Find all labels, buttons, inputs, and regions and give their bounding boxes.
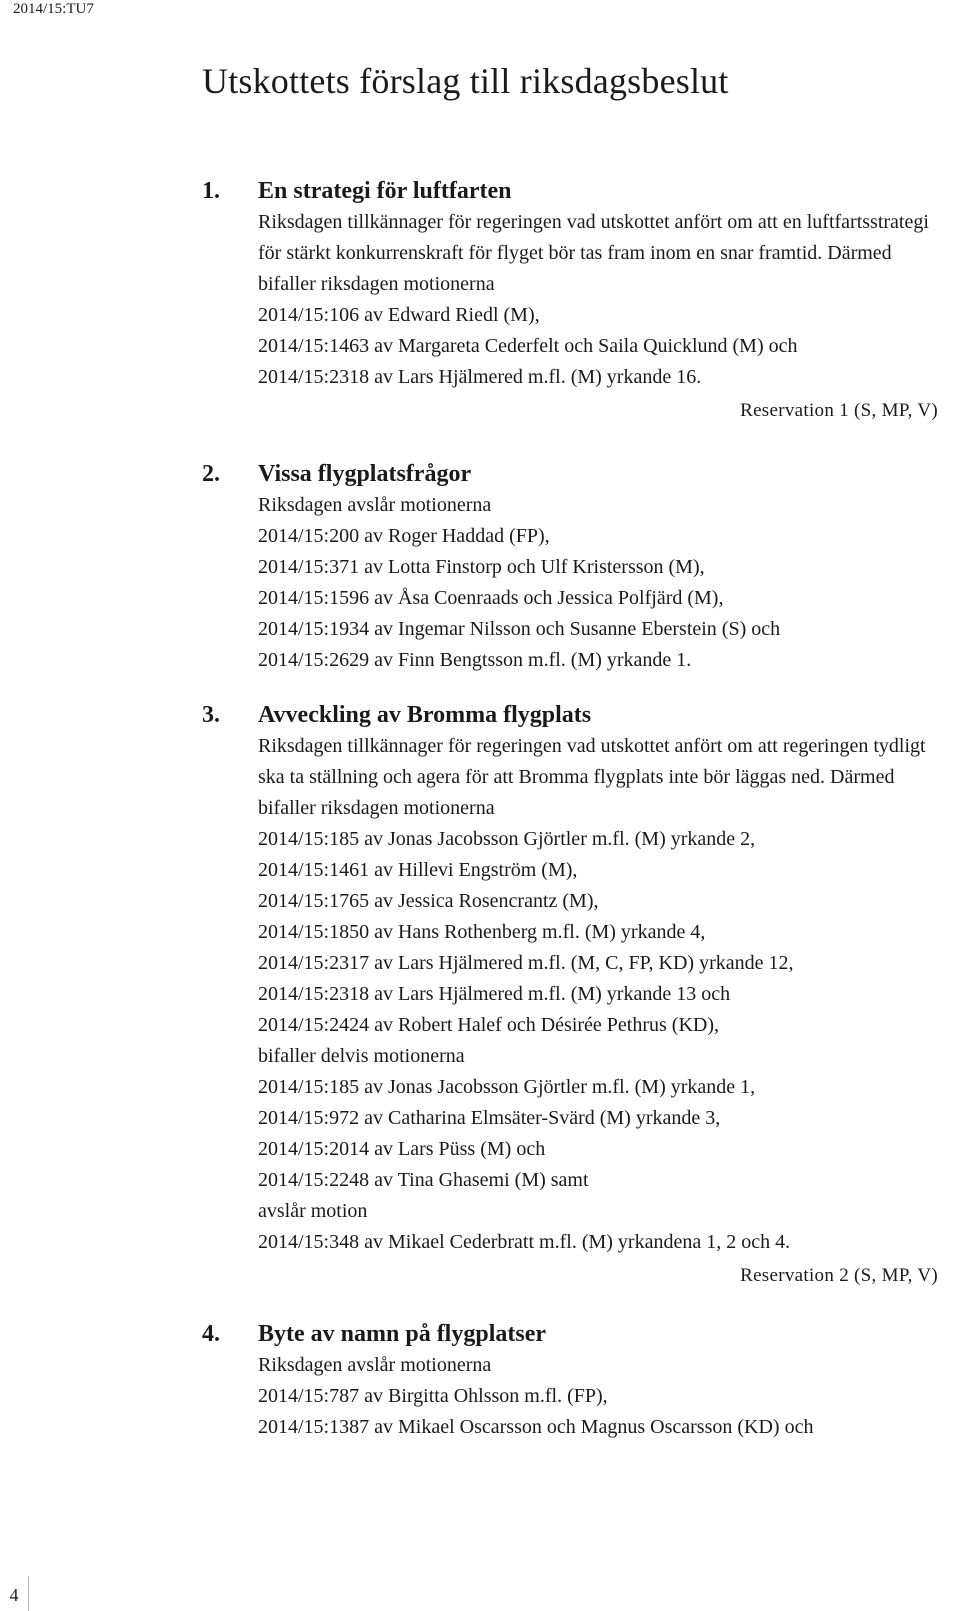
motion-line: 2014/15:185 av Jonas Jacobsson Gjörtler m.fl. (M) yrkande 2, — [258, 828, 756, 850]
proposal-section-2 — [202, 459, 938, 676]
motion-list — [258, 521, 938, 676]
section-title: En strategi för luftfarten — [258, 178, 512, 204]
section-heading — [202, 700, 938, 731]
motion-line: 2014/15:200 av Roger Haddad (FP), — [258, 525, 550, 547]
document-id: 2014/15:TU7 — [13, 1, 94, 17]
motion-line: 2014/15:106 av Edward Riedl (M), — [258, 304, 540, 326]
page-number: 4 — [9, 1585, 19, 1605]
motion-line: 2014/15:1463 av Margareta Cederfelt och Saila Quicklund (M) och — [258, 335, 798, 357]
section-title: Vissa flygplatsfrågor — [258, 461, 472, 487]
section-intro: Riksdagen tillkännager för regeringen vad utskottet anfört om att en luftfartsstrategi för stärkt konkurrenskraft för flyget bör tas fram inom en snar framtid. Därmed bifaller riksdagen motionerna — [258, 211, 929, 295]
motion-line: 2014/15:185 av Jonas Jacobsson Gjörtler m.fl. (M) yrkande 1, — [258, 1076, 756, 1098]
motion-list — [258, 300, 938, 393]
section-intro: Riksdagen avslår motionerna — [258, 494, 492, 516]
motion-line: 2014/15:2248 av Tina Ghasemi (M) samt — [258, 1169, 589, 1191]
motion-list — [258, 1381, 938, 1443]
section-heading — [202, 459, 938, 490]
section-number: 1. — [202, 178, 220, 204]
motion-line: bifaller delvis motionerna — [258, 1045, 465, 1067]
motion-line: 2014/15:371 av Lotta Finstorp och Ulf Kristersson (M), — [258, 556, 705, 578]
motion-line: avslår motion — [258, 1200, 368, 1222]
section-intro: Riksdagen tillkännager för regeringen vad utskottet anfört om att regeringen tydligt ska ta ställning och agera för att Bromma flygplats inte bör läggas ned. Därmed bifaller riksdagen motionerna — [258, 735, 926, 819]
section-title: Avveckling av Bromma flygplats — [258, 702, 592, 728]
motion-line: 2014/15:2014 av Lars Püss (M) och — [258, 1138, 546, 1160]
motion-line: 2014/15:2318 av Lars Hjälmered m.fl. (M) yrkande 16. — [258, 366, 702, 388]
page-title: Utskottets förslag till riksdagsbeslut — [202, 61, 729, 101]
section-intro: Riksdagen avslår motionerna — [258, 1354, 492, 1376]
section-body — [258, 731, 938, 1291]
motion-line: 2014/15:1596 av Åsa Coenraads och Jessica Polfjärd (M), — [258, 587, 724, 609]
motion-line: 2014/15:2318 av Lars Hjälmered m.fl. (M) yrkande 13 och — [258, 983, 731, 1005]
motion-line: 2014/15:787 av Birgitta Ohlsson m.fl. (FP), — [258, 1385, 608, 1407]
motion-line: 2014/15:1850 av Hans Rothenberg m.fl. (M) yrkande 4, — [258, 921, 706, 943]
reservation-note: Reservation 1 (S, MP, V) — [740, 400, 938, 421]
motion-line: 2014/15:1461 av Hillevi Engström (M), — [258, 859, 578, 881]
motion-line: 2014/15:348 av Mikael Cederbratt m.fl. (M) yrkandena 1, 2 och 4. — [258, 1231, 791, 1253]
reservation-note: Reservation 2 (S, MP, V) — [740, 1265, 938, 1286]
motion-line: 2014/15:972 av Catharina Elmsäter-Svärd (M) yrkande 3, — [258, 1107, 721, 1129]
section-number: 2. — [202, 461, 220, 487]
proposal-section-3 — [202, 700, 938, 1291]
proposal-section-1 — [202, 176, 938, 426]
section-body — [258, 490, 938, 676]
section-title: Byte av namn på flygplatser — [258, 1321, 546, 1347]
motion-line: 2014/15:1387 av Mikael Oscarsson och Magnus Oscarsson (KD) och — [258, 1416, 814, 1438]
motion-line: 2014/15:1765 av Jessica Rosencrantz (M), — [258, 890, 599, 912]
section-number: 4. — [202, 1321, 220, 1347]
section-heading — [202, 1319, 938, 1350]
motion-line: 2014/15:2424 av Robert Halef och Désirée Pethrus (KD), — [258, 1014, 719, 1036]
motion-line: 2014/15:1934 av Ingemar Nilsson och Susanne Eberstein (S) och — [258, 618, 781, 640]
section-number: 3. — [202, 702, 220, 728]
section-body — [258, 207, 938, 426]
margin-rule — [28, 1576, 29, 1611]
motion-line: 2014/15:2629 av Finn Bengtsson m.fl. (M) yrkande 1. — [258, 649, 692, 671]
motion-line: 2014/15:2317 av Lars Hjälmered m.fl. (M, C, FP, KD) yrkande 12, — [258, 952, 794, 974]
motion-list — [258, 824, 938, 1258]
section-heading — [202, 176, 938, 207]
section-body — [258, 1350, 938, 1443]
proposal-section-4 — [202, 1319, 938, 1443]
